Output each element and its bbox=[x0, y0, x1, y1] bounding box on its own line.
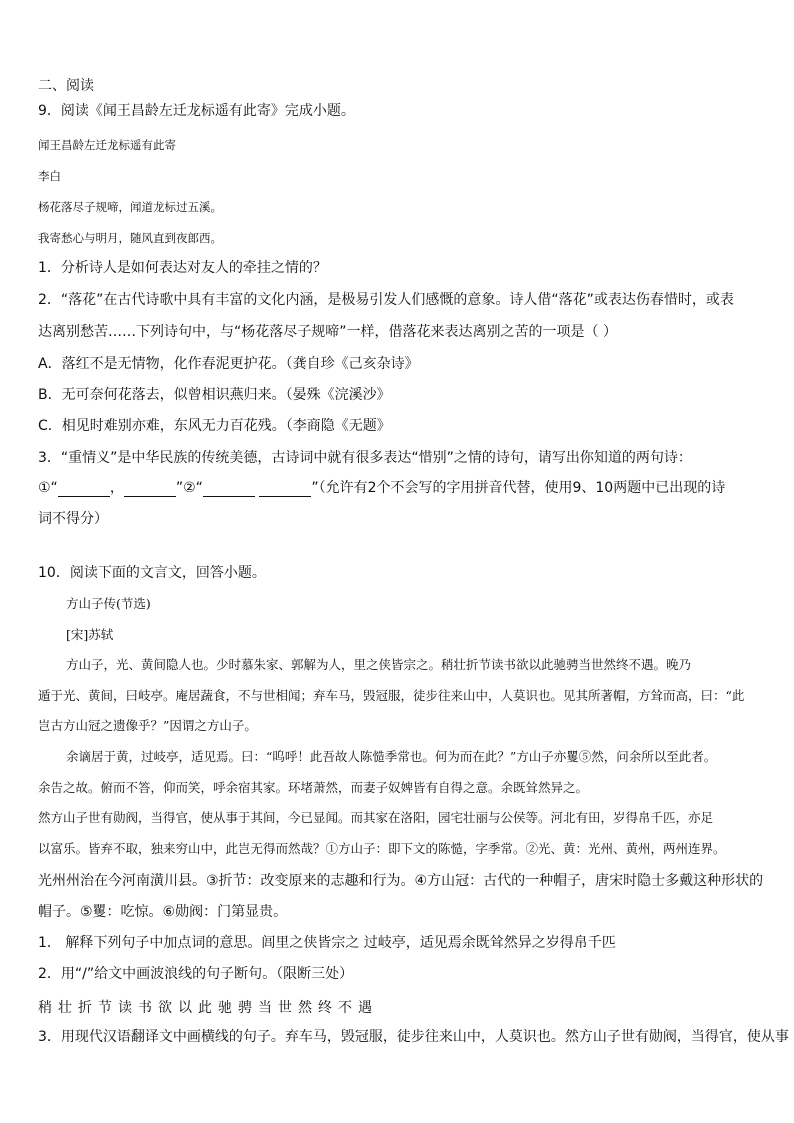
passage-notes-line2: 帽子。⑤矍：吃惊。⑥勋阀：门第显贵。 bbox=[38, 904, 288, 920]
q10-sub2: 2．用“/”给文中画波浪线的句子断句。（限断三处） bbox=[38, 966, 354, 982]
q3-open-quote-1: ①“ bbox=[38, 480, 58, 496]
answer-blank-2[interactable] bbox=[124, 480, 176, 497]
answer-blank-4[interactable] bbox=[259, 480, 311, 497]
q9-sub3-line2 bbox=[38, 480, 725, 497]
passage-p2-line2: 余告之故。俯而不答，仰而笑，呼余宿其家。环堵萧然，而妻子奴婢皆有自得之意。余既耸然异之。 bbox=[38, 780, 589, 795]
passage-p1-line1: 方山子，光、黄间隐人也。少时慕朱家、郭解为人，里之侠皆宗之。稍壮折节读书欲以此驰骋当世然终不遇。晚乃 bbox=[66, 657, 692, 672]
poem-line-2: 我寄愁心与明月，随风直到夜郎西。 bbox=[38, 231, 222, 245]
poem-title: 闻王昌龄左迁龙标遥有此寄 bbox=[38, 138, 176, 152]
poem-author: 李白 bbox=[38, 169, 61, 183]
passage-author: [宋]苏轼 bbox=[66, 627, 114, 642]
passage-p3-line1: 然方山子世有勋阀，当得官，使从事于其间，今已显闻。而其家在洛阳，园宅壮丽与公侯等。河北有田，岁得帛千匹，亦足 bbox=[38, 810, 714, 825]
q3-note: ”（允许有2个不会写的字用拼音代替，使用9、10两题中已出现的诗 bbox=[311, 480, 726, 496]
passage-p1-line2: 遁于光、黄间，曰岐亭。庵居蔬食，不与世相闻；弃车马，毁冠服，徒步往来山中，人莫识也。见其所著帽，方耸而高，曰：“此 bbox=[38, 688, 745, 703]
passage-p2-line1: 余谪居于黄，过岐亭，适见焉。曰：“呜呼！此吾故人陈慥季常也。何为而在此？”方山子亦矍⑤然，问余所以至此者。 bbox=[66, 749, 717, 764]
poem-line-1: 杨花落尽子规啼，闻道龙标过五溪。 bbox=[38, 200, 222, 214]
q10-sub1: 1． 解释下列句子中加点词的意思。闾里之侠皆宗之 过岐亭，适见焉余既耸然异之岁得帛千匹 bbox=[38, 935, 616, 951]
q10-sub2-sentence: 稍壮折节读书欲以此驰骋当世然终不遇 bbox=[38, 1000, 378, 1016]
q9-sub2-line2: 达离别愁苦……下列诗句中，与“杨花落尽子规啼”一样，借落花来表达离别之苦的一项是（ ） bbox=[38, 324, 617, 340]
q10-intro: 10．阅读下面的文言文，回答小题。 bbox=[38, 565, 266, 581]
section-heading: 二、阅读 bbox=[38, 78, 94, 94]
q9-sub3-line3: 词不得分） bbox=[38, 511, 108, 527]
q9-intro: 9．阅读《闻王昌龄左迁龙标遥有此寄》完成小题。 bbox=[38, 103, 355, 119]
passage-notes-line1: 光州州治在今河南潢川县。③折节：改变原来的志趣和行为。④方山冠：古代的一种帽子，唐宋时隐士多戴这种形状的 bbox=[38, 873, 764, 889]
q10-sub3: 3．用现代汉语翻译文中画横线的句子。弃车马，毁冠服，徒步往来山中，人莫识也。然方山子世有勋阀，当得官，使从事 bbox=[38, 1029, 789, 1045]
option-a: A．落红不是无情物，化作春泥更护花。（龚自珍《己亥杂诗》 bbox=[38, 356, 419, 372]
answer-blank-3[interactable] bbox=[203, 480, 255, 497]
q9-sub2-line1: 2．“落花”在古代诗歌中具有丰富的文化内涵，是极易引发人们感慨的意象。诗人借“落花”或表达伤春惜时，或表 bbox=[38, 292, 734, 308]
answer-blank-1[interactable] bbox=[58, 480, 110, 497]
passage-p1-line3: 岂古方山冠之遗像乎？”因谓之方山子。 bbox=[38, 718, 257, 733]
option-c: C．相见时难别亦难，东风无力百花残。（李商隐《无题》 bbox=[38, 418, 391, 434]
passage-p3-line2: 以富乐。皆弃不取，独来穷山中，此岂无得而然哉？①方山子：即下文的陈慥，字季常。②光、黄：光州、黄州，两州连界。 bbox=[38, 841, 726, 856]
q3-close-open-quote: ”②“ bbox=[175, 480, 203, 496]
option-b: B．无可奈何花落去，似曾相识燕归来。（晏殊《浣溪沙》 bbox=[38, 387, 391, 403]
q3-comma: ， bbox=[109, 480, 124, 496]
q9-sub1: 1．分析诗人是如何表达对友人的牵挂之情的？ bbox=[38, 260, 327, 276]
passage-title: 方山子传(节选) bbox=[66, 596, 151, 611]
q9-sub3-line1: 3．“重情义”是中华民族的传统美德，古诗词中就有很多表达“惜别”之情的诗句，请写出你知道的两句诗： bbox=[38, 450, 692, 466]
